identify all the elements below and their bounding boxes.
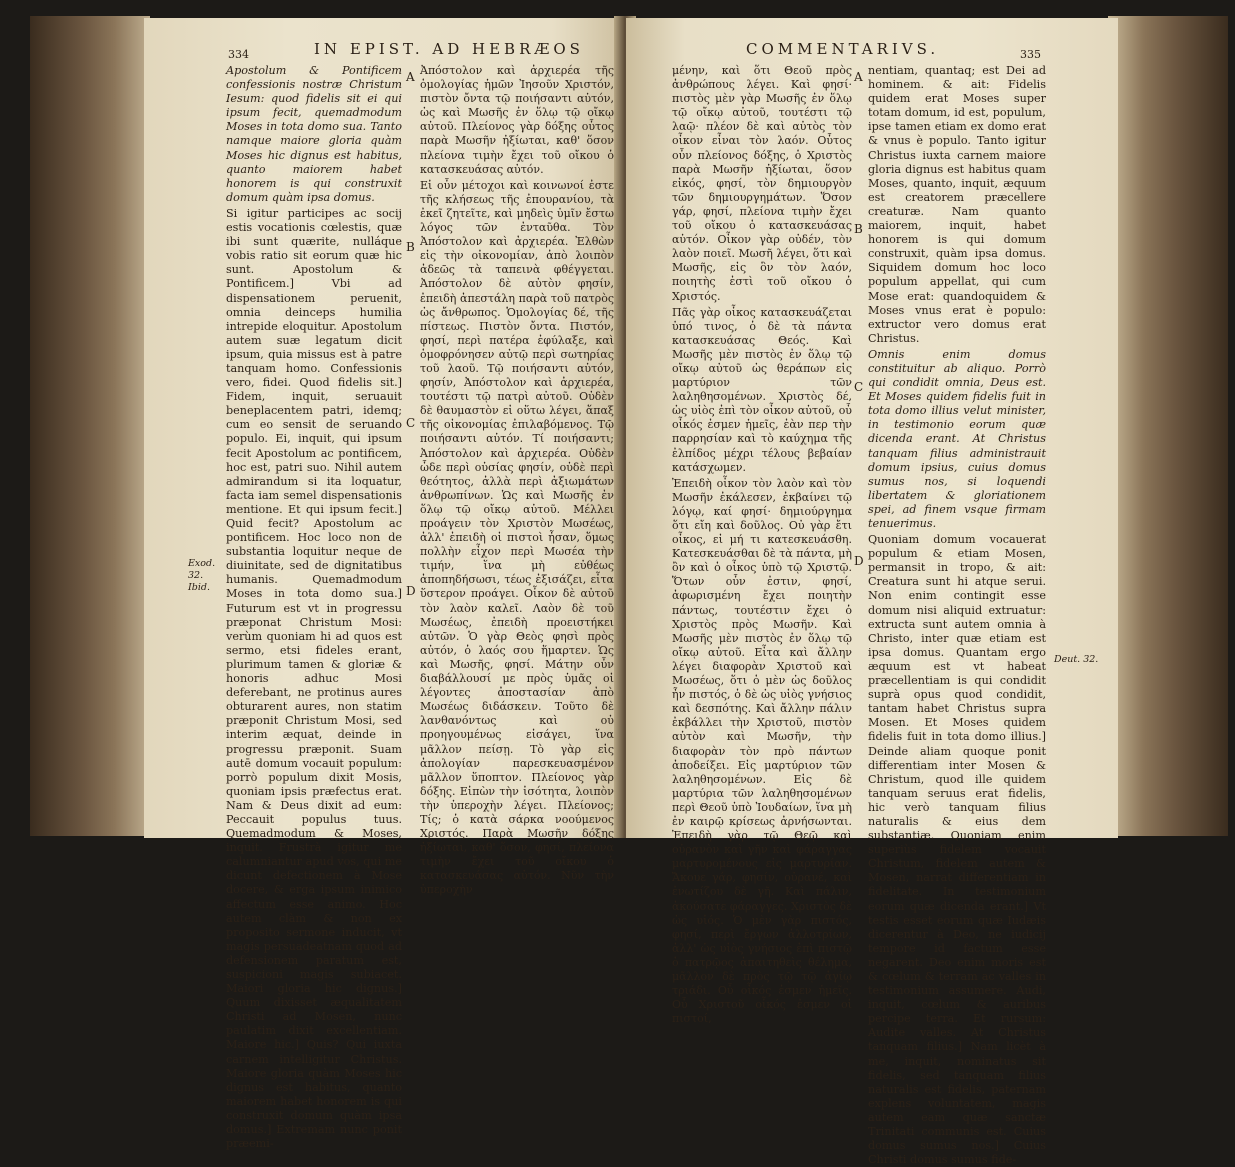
- greek-paragraph: Εἰ οὖν μέτοχοι καὶ κοινωνοί ἐστε τῆς κλήσεως τῆς ἐπουρανίου, τὰ ἐκεῖ ζητεῖτε, καὶ μηδεὶς ὑμῖν ἔστω λόγος τῶν ἐνταῦθα. Τὸν Ἀπόστολον καὶ ἀρχιερέα. Ἐλθὼν εἰς τὴν οἰκονομίαν, ἀπὸ λοιπὸν ἀδεῶς τὰ ταπεινὰ φθέγγεται. Ἀπόστολον δὲ αὐτὸν φησίν, ἐπειδὴ ἀπεστάλη παρὰ τοῦ πατρὸς ὡς ἄνθρωπος. Ὁμολογίας δέ, τῆς πίστεως. Πιστὸν ὄντα. Πιστόν, φησί, περὶ πατέρα ἐφύλαξε, καὶ ὁμοφρόνησεν αὐτῷ περὶ σωτηρίας τοῦ λαοῦ. Τῷ ποιήσαντι αὐτόν, φησίν, Ἀπόστολον καὶ ἀρχιερέα, τουτέστι τῷ πατρὶ αὐτοῦ. Οὐδὲν δὲ θαυμαστὸν εἰ οὕτω λέγει, ἅπαξ τῆς οἰκονομίας ἐπιλαβόμενος. Τῷ ποιήσαντι αὐτόν. Τί ποιήσαντι; Ἀπόστολον καὶ ἀρχιερέα. Οὐδὲν ὧδε περὶ οὐσίας φησίν, οὐδὲ περὶ θεότητος, ἀλλὰ περὶ ἀξιωμάτων ἀνθρωπίνων. Ὡς καὶ Μωσῆς ἐν ὅλῳ τῷ οἴκῳ αὐτοῦ. Μέλλει προάγειν τὸν Χριστὸν Μωσέως, ἀλλ' ἐπειδὴ οἱ πιστοὶ ἦσαν, ὅμως πολλὴν εἶχον περὶ Μωσέα τὴν τιμήν, ἵνα μὴ εὐθέως ἀποπηδήσωσι, τέως ἐξισάζει, εἶτα ὕστερον προάγει. Οἶκον δὲ αὐτοῦ τὸν λαὸν καλεῖ. Λαὸν δὲ τοῦ Μωσέως, ἐπειδὴ προειστήκει αὐτῶν. Ὁ γὰρ Θεὸς φησὶ πρὸς αὐτόν, ὁ λαός σου ἥμαρτεν. Ὡς καὶ Μωσῆς, φησί. Μάτην οὖν διαβάλλουσί με πρὸς ὑμᾶς οἱ λέγοντες ἀποστασίαν ἀπὸ Μωσέως διδάσκειν. Τοῦτο δὲ λανθανόντως καὶ οὐ προηγουμένως εἰσάγει, ἵνα μᾶλλον πείσῃ. Τὸ γὰρ εἰς ἀπολογίαν παρεσκευασμένον μᾶλλον ὕποπτον. Πλείονος γὰρ δόξης. Εἰπὼν τὴν ἰσότητα, λοιπὸν τὴν ὑπεροχὴν λέγει. Πλείονος; Τίς; ὁ κατὰ σάρκα νοούμενος Χριστός. Παρὰ Μωσῆν δόξης ἠξίωται, καθ' ὅσον, φησί, πλείονα τιμὴν ἔχει τοῦ οἴκου ὁ κατασκευάσας αὐτόν. Νῦν τὴν ὑπεροχὴν: [420, 178, 614, 897]
- right-page-edges: [1108, 16, 1228, 836]
- left-page: [144, 18, 624, 1151]
- page-number-right: 335: [1020, 48, 1041, 61]
- latin-paragraph: nentiam, quantaq; est Dei ad hominem. & ait: Fidelis quidem erat Moses super totam domum, id est, populum, ipse tamen etiam ex domo erat & vnus è populo. Tanto igitur Christus iuxta carnem maiore gloria dignus est habitus quam Moses, quanto, inquit, æquum est creatorem præcellere creaturæ. Nam quanto maiorem, inquit, habet honorem is qui domum construxit, quàm ipsa domus. Siquidem domum hoc loco populum appellat, qui cum Mose erat: quandoquidem & Moses vnus erat è populo: extructor vero domus erat Christus.: [868, 64, 1046, 345]
- latin-column-left: [226, 64, 402, 1151]
- latin-paragraph: Si igitur participes ac socij estis vocationis cœlestis, quæ ibi sunt quærite, nulláque vobis ratio sit eorum quæ hic sunt. Apostolum & Pontificem.] Vbi ad dispensationem peruenit, omnia deinceps humilia intrepide eloquitur. Apostolum autem suæ legatum dicit ipsum, quia missus est à patre tanquam homo. Confessionis vero, fidei. Quod fidelis sit.] Fidem, inquit, seruauit beneplacentem patri, idemq; cum eo sensit de seruando populo. Ei, inquit, qui ipsum fecit Apostolum ac pontificem, hoc est, patri suo. Nihil autem admirandum si ita loquatur, facta iam semel dispensationis mentione. Et qui ipsum fecit.] Quid fecit? Apostolum ac pontificem. Hoc loco non de substantia loquitur neque de diuinitate, sed de dignitatibus humanis. Quemadmodum Moses in tota domo sua.] Futurum est vt in progressu præponat Christum Mosi: verùm quoniam hi ad quos est sermo, etsi fideles erant, plurimum tamen & gloriæ & honoris adhuc Mosi deferebant, ne protinus aures obturarent aures, non statim præponit Christum Mosi, sed interim æquat, deinde in progressu præponit. Suam autē domum vocauit populum: porrò populum dixit Mosis, quoniam ipsis præfectus erat. Nam & Deus dixit ad eum: Peccauit populus tuus. Quemadmodum & Moses, inquit. Frustrà igitur me calumniantur apud vos, qui me dicunt defectionem à Mose docere, & erga ipsum inimico affectum esse animo. Hoc autem clàm & non ex proposito sermone inducit, vt magis persuadeatnam quod ad defensionem paratum est, suspicioni magis subiacet. Maiori gloria hic dignus.] Quum dixisset æqualitatem Christi ad Mosen, nunc paulatim dixit excellentiam. Maiore hic.] Quis? Qui iuxta carnem intelligitur Christus. Maiore gloria quàm Moses hic dignus est habitus, quanto maiorem habet honorem is qui construxit domum quàm ipsa domus.] Extremam nunc ponit præemi-: [226, 206, 402, 1151]
- open-book: [8, 6, 1228, 1167]
- latin-paragraph: Omnis enim domus constituitur ab aliquo. Porrò qui condidit omnia, Deus est. Et Moses quidem fidelis fuit in tota domo illius velut minister, in testimonio eorum quæ dicenda erant. At Christus tanquam filius administrauit domum ipsius, cuius domus sumus nos, si loquendi libertatem & gloriationem spei, ad finem vsque firmam tenuerimus.: [868, 347, 1046, 530]
- section-marker: C: [854, 380, 864, 394]
- margin-note-left: Exod. 32. Ibid.: [188, 558, 216, 593]
- greek-column-left: [420, 64, 614, 897]
- greek-paragraph: μένην, καὶ ὅτι Θεοῦ πρὸς ἀνθρώπους λέγει. Καὶ φησί· πιστὸς μὲν γὰρ Μωσῆς ἐν ὅλῳ τῷ οἴκῳ αὐτοῦ, τουτέστι τῷ λαῷ· πλέον δὲ καὶ αὐτὸς τὸν οἶκον εἶναι τὸν λαόν. Οὗτος οὖν πλείονος δόξης, ὁ Χριστὸς παρὰ Μωσῆν ἠξίωται, ὅσον εἰκός, φησί, τὸν δημιουργὸν τῶν δημιουργημάτων. Ὅσον γάρ, φησί, πλείονα τιμὴν ἔχει τοῦ οἴκου ὁ κατασκευάσας αὐτόν. Οἶκον γὰρ οὐδέν, τὸν λαὸν ποιεῖ. Μωσῆ λέγει, ὅτι καὶ Μωσῆς, εἰς ὃν τὸν λαόν, ποιητὴς ἐστὶ τοῦ οἴκου ὁ Χριστός.: [672, 64, 852, 303]
- greek-paragraph: Πᾶς γὰρ οἶκος κατασκευάζεται ὑπό τινος, ὁ δὲ τὰ πάντα κατασκευάσας Θεός. Καὶ Μωσῆς μὲν πιστὸς ἐν ὅλῳ τῷ οἴκῳ αὐτοῦ ὡς θεράπων εἰς μαρτύριον τῶν λαληθησομένων. Χριστὸς δέ, ὡς υἱὸς ἐπὶ τὸν οἶκον αὐτοῦ, οὗ οἶκός ἐσμεν ἡμεῖς, ἐὰν περ τὴν παρρησίαν καὶ τὸ καύχημα τῆς ἐλπίδος μέχρι τέλους βεβαίαν κατάσχωμεν.: [672, 305, 852, 474]
- greek-paragraph: Ἀπόστολον καὶ ἀρχιερέα τῆς ὁμολογίας ἡμῶν Ἰησοῦν Χριστόν, πιστὸν ὄντα τῷ ποιήσαντι αὐτόν, ὡς καὶ Μωσῆς ἐν ὅλῳ τῷ οἴκῳ αὐτοῦ. Πλείονος γὰρ δόξης οὗτος παρὰ Μωσῆν ἠξίωται, καθ' ὅσον πλείονα τιμὴν ἔχει τοῦ οἴκου ὁ κατασκευάσας αὐτόν.: [420, 64, 614, 176]
- running-head-left: IN EPIST. AD HEBRÆOS: [314, 40, 584, 58]
- margin-note-right: Deut. 32.: [1054, 654, 1099, 665]
- section-marker: D: [854, 554, 864, 568]
- greek-paragraph: Ἐπειδὴ οἶκον τὸν λαὸν καὶ τὸν Μωσῆν ἐκάλεσεν, ἐκβαίνει τῷ λόγῳ, καί φησί· δημιούργημα ὅτι εἴη καὶ δοῦλος. Οὐ γὰρ ἔτι οἶκος, εἰ μή τι κατεσκευάσθη. Κατεσκευάσθαι δὲ τὰ πάντα, μὴ ὂν καὶ ὁ οἶκος ὑπὸ τῷ Χριστῷ. Ὅτων οὖν ἐστιν, φησί, ἀφωρισμένη ἔχει ποιητὴν πάντως, τουτέστιν ἔχει ὁ Χριστὸς πρὸς Μωσῆν. Καὶ Μωσῆς μὲν πιστὸς ἐν ὅλῳ τῷ οἴκῳ αὐτοῦ. Εἶτα καὶ ἄλλην λέγει διαφορὰν Χριστοῦ καὶ Μωσέως, ὅτι ὁ μὲν ὡς δοῦλος ἦν πιστός, ὁ δὲ ὡς υἱὸς γνήσιος καὶ δεσπότης. Καὶ ἄλλην πάλιν ἐκβάλλει τὴν Χριστοῦ, πιστὸν αὐτὸν καὶ Μωσῆν, τὴν διαφορὰν τὸν πρὸ πάντων ἀποδείξει. Εἰς μαρτύριον τῶν λαληθησομένων. Εἰς δὲ μαρτύρια τῶν λαληθησομένων περὶ Θεοῦ ὑπὸ Ἰουδαίων, ἵνα μὴ ἐν καιρῷ κρίσεως ἀρνήσωνται. Ἐπειδὴ γὰρ τῷ Θεῷ καὶ οὐρανὸν καὶ γῆν καὶ φάραγγας μαρτυρομένους εἰς μαρτυρίαν. Ἄκουε γάρ, φησίν, οὐρανέ, καὶ ἐνωτίζου δὲ γῆ. Καὶ πάλιν, ἀκούσατε φάραγγες. Χριστὸς δὲ ὡς υἱός. Ὁ μὲν γὰρ πιστός, φησί, περὶ ἔργων ἀλλοτρίων, ἀλλ' ὡς υἱὸς γνήσιος ἐπὶ πιστῷ ὁ πατρῷος ἀπαιτηθεὶς θέλημα, μᾶλλον δὲ πρὸς τῷ τῷ ἁγίῳ τριάδι. Οὗ οἶκός ἐσμεν ἡμεῖς. Οὗ Χριστοῦ οἶκός ἐσμεν οἱ πιστοί,: [672, 476, 852, 1026]
- latin-column-right: [868, 64, 1046, 1167]
- section-marker: B: [854, 222, 863, 236]
- greek-column-right: [672, 64, 852, 1026]
- section-marker: B: [406, 240, 415, 254]
- latin-paragraph: Apostolum & Pontificem confessionis nostræ Christum Iesum: quod fidelis sit ei qui ipsum fecit, quemadmodum Moses in tota domo sua. Tanto namque maiore gloria quàm Moses hic dignus est habitus, quanto maiorem habet honorem is qui construxit domum quàm ipsa domus.: [226, 64, 402, 204]
- latin-paragraph: Quoniam domum vocauerat populum & etiam Mosen, permansit in tropo, & ait: Creatura sunt hi atque serui. Non enim contingit esse domum nisi aliquid extruatur: extructa sunt autem omnia à Christo, inter quæ etiam est ipsa domus. Quantam ergo æquum est vt habeat præcellentiam is qui condidit suprà opus quod condidit, tantam habet Christus supra Mosen. Et Moses quidem fidelis fuit in tota domo illius.] Deinde aliam quoque ponit differentiam inter Mosen & Christum, quod ille quidem tanquam seruus erat fidelis, hic verò tanquam filius naturalis & eius dem substantiæ. Quoniam enim superiùs fidelem vocauit Christum, fidelem autem & Mosen, narrat differentiam in fidelitate. In testimonium eorum quæ dicenda erant.] Vt testis esset eorum quæ Iudæis dicerentur à Deo, ne iudicij tempore id factum esse negarent. Deo enim moris est & cœlum & terram ac valles in testimonium assumere. Audi, inquit, cœlum & auribus percipe terra. Et rursum: Audite valles. At Christus tanquam filius.] Nam licèt à me, inquit, nominatus sit fidelis, sed tanquam filius naturalis est fidelis, paternam explens voluntatem, magis autem eam quæ sanctæ Trinitati communis est. Cuius domus sumus nos.] Cuius Christi domus sumus fide-: [868, 533, 1046, 1167]
- page-number-left: 334: [228, 48, 249, 61]
- section-marker: A: [406, 70, 415, 84]
- section-marker: A: [854, 70, 863, 84]
- left-page-edges: [30, 16, 150, 836]
- right-page: [626, 18, 1118, 1167]
- section-marker: C: [406, 416, 416, 430]
- running-head-right: COMMENTARIVS.: [746, 40, 940, 58]
- section-marker: D: [406, 584, 416, 598]
